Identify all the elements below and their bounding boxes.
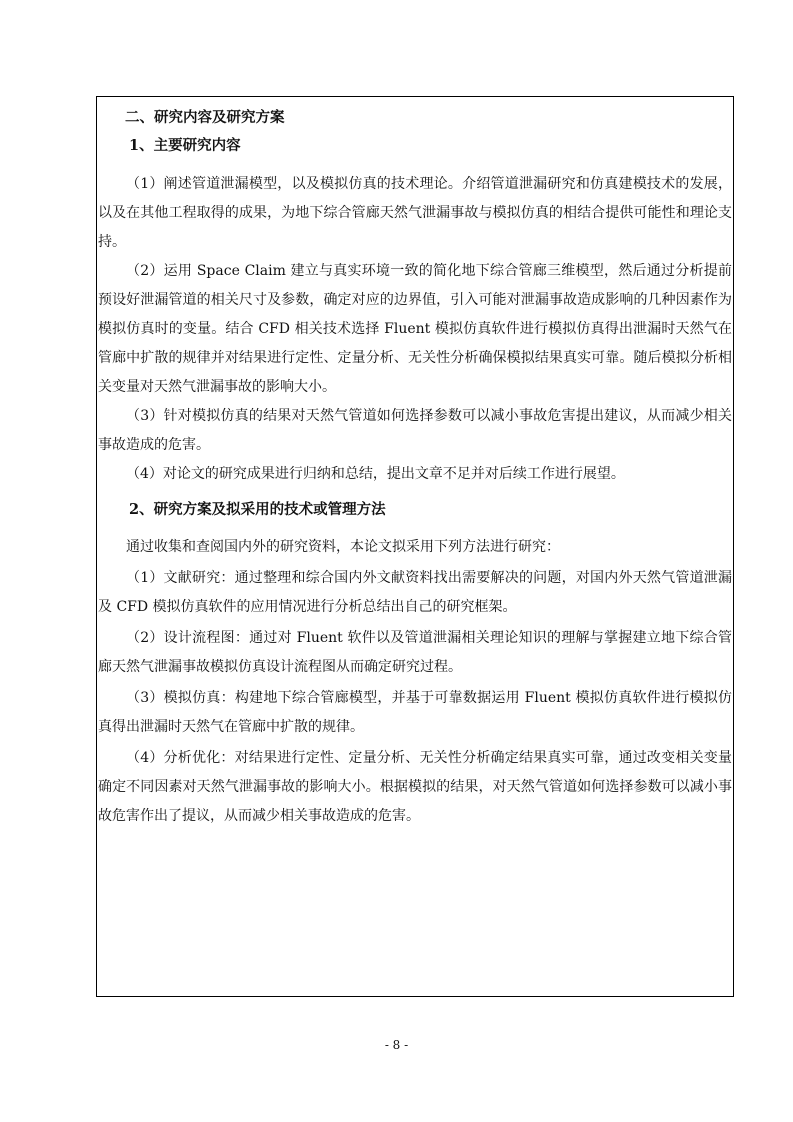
research-content-paragraph-2: （2）运用 Space Claim 建立与真实环境一致的简化地下综合管廊三维模型，然后通过分析提前预设好泄漏管道的相关尺寸及参数，确定对应的边界值，引入可能对泄漏事故造成影响的几种因素作为模拟仿真时的变量。结合 CFD 相关技术选择 Fluent 模拟仿真软件进行模拟仿真得出泄漏时天然气在管廊中扩散的规律并对结果进行定性、定量分析、无关性分析确保模拟结果真实可靠。随后模拟分析相关变量对天然气泄漏事故的影响大小。 xyxy=(98,263,732,395)
research-plan-paragraph-2: （2）设计流程图：通过对 Fluent 软件以及管道泄漏相关理论知识的理解与掌握建立地下综合管廊天然气泄漏事故模拟仿真设计流程图从而确定研究过程。 xyxy=(98,630,732,675)
research-plan-paragraph-1: （1）文献研究：通过整理和综合国内外文献资料找出需要解决的问题，对国内外天然气管道泄漏及 CFD 模拟仿真软件的应用情况进行分析总结出自己的研究框架。 xyxy=(98,570,732,615)
section-title: 二、研究内容及研究方案 xyxy=(125,109,285,126)
research-plan-paragraph-3: （3）模拟仿真：构建地下综合管廊模型，并基于可靠数据运用 Fluent 模拟仿真软件进行模拟仿真得出泄漏时天然气在管廊中扩散的规律。 xyxy=(98,690,732,735)
research-content-title: 1、主要研究内容 xyxy=(129,137,241,154)
research-plan-intro: 通过收集和查阅国内外的研究资料，本论文拟采用下列方法进行研究： xyxy=(126,539,560,555)
page-number: - 8 - xyxy=(384,1038,409,1052)
research-content-paragraph-3: （3）针对模拟仿真的结果对天然气管道如何选择参数可以减小事故危害提出建议，从而减少相关事故造成的危害。 xyxy=(98,408,732,453)
research-content-paragraph-4: （4）对论文的研究成果进行归纳和总结，提出文章不足并对后续工作进行展望。 xyxy=(126,466,625,482)
content-area xyxy=(97,97,733,831)
research-plan-paragraph-4: （4）分析优化：对结果进行定性、定量分析、无关性分析确定结果真实可靠，通过改变相关变量确定不同因素对天然气泄漏事故的影响大小。根据模拟的结果，对天然气管道如何选择参数可以减小事故危害作出了提议，从而减少相关事故造成的危害。 xyxy=(98,750,732,824)
research-content-paragraph-1: （1）阐述管道泄漏模型，以及模拟仿真的技术理论。介绍管道泄漏研究和仿真建模技术的发展，以及在其他工程取得的成果，为地下综合管廊天然气泄漏事故与模拟仿真的相结合提供可能性和理论支持。 xyxy=(98,176,732,250)
research-plan-title: 2、研究方案及拟采用的技术或管理方法 xyxy=(129,501,386,518)
document-frame xyxy=(96,96,734,997)
